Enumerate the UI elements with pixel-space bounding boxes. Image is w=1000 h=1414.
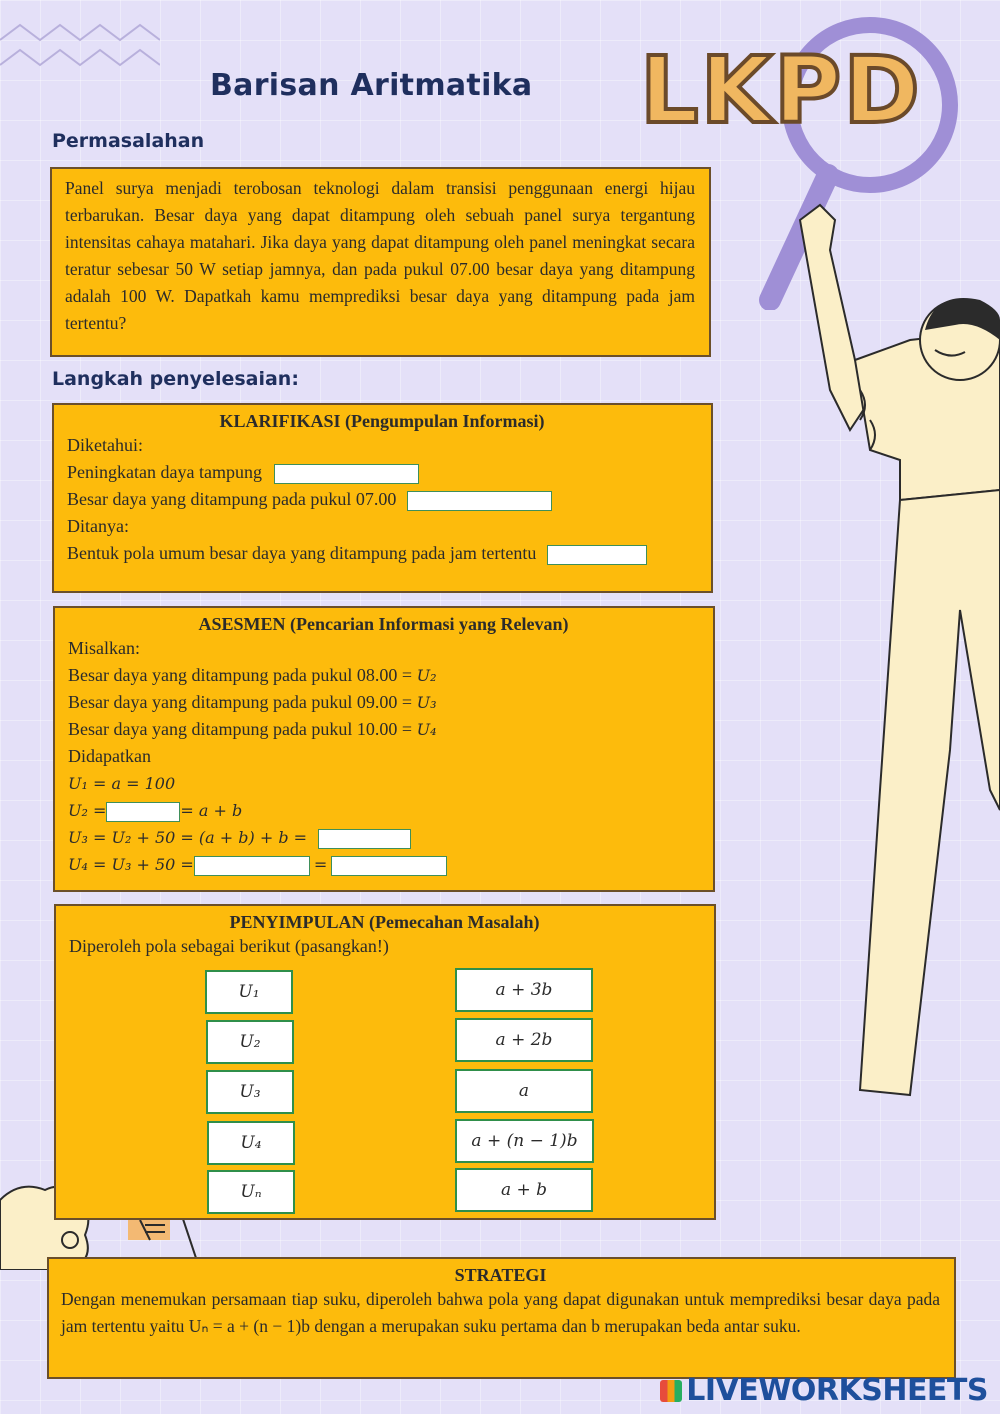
initial-power-input[interactable] bbox=[407, 491, 552, 511]
asked-item bbox=[67, 540, 697, 567]
strategi-title: STRATEGI bbox=[454, 1265, 547, 1285]
equation-4 bbox=[68, 851, 699, 878]
strategi-text: Dengan menemukan persamaan tiap suku, diperoleh bahwa pola yang dapat digunakan untuk memprediksi besar daya pada jam tertentu yaitu Uₙ = a + (n − 1)b dengan a merupakan suku pertama dan b merupakan beda antar suku. bbox=[61, 1289, 940, 1336]
u4-input-2[interactable] bbox=[331, 856, 447, 876]
lkpd-logo: LKPD bbox=[640, 37, 922, 144]
u4-input-1[interactable] bbox=[194, 856, 310, 876]
match-right-a-plus-2b[interactable]: a + 2b bbox=[455, 1018, 593, 1062]
match-left-u1[interactable]: U₁ bbox=[205, 970, 293, 1014]
klarifikasi-box bbox=[52, 403, 713, 593]
match-left-u3[interactable]: U₃ bbox=[206, 1070, 294, 1114]
penyimpulan-box bbox=[54, 904, 716, 1220]
let-line-3 bbox=[68, 716, 699, 743]
match-right-a[interactable]: a bbox=[455, 1069, 593, 1113]
equation-2-right: = a + b bbox=[180, 801, 243, 820]
let-line-2 bbox=[68, 689, 699, 716]
penyimpulan-title: PENYIMPULAN (Pemecahan Masalah) bbox=[229, 912, 540, 932]
strategi-box bbox=[47, 1257, 956, 1379]
let-line-1-text: Besar daya yang ditampung pada pukul 08.00 = bbox=[68, 665, 417, 685]
known-item-1 bbox=[67, 459, 697, 486]
equation-1: U₁ = a = 100 bbox=[68, 774, 176, 793]
known-label: Diketahui: bbox=[67, 435, 143, 455]
equation-4-equals: = bbox=[313, 855, 328, 874]
known-item-2-label: Besar daya yang ditampung pada pukul 07.00 bbox=[67, 489, 397, 509]
increase-input[interactable] bbox=[274, 464, 419, 484]
liveworksheets-mark-icon bbox=[660, 1380, 682, 1402]
problem-heading: Permasalahan bbox=[52, 130, 205, 152]
let-line-1 bbox=[68, 662, 699, 689]
match-right-a-plus-3b[interactable]: a + 3b bbox=[455, 968, 593, 1012]
asked-label: Ditanya: bbox=[67, 516, 129, 536]
asesmen-title: ASESMEN (Pencarian Informasi yang Relevan) bbox=[198, 614, 569, 634]
penyimpulan-instruction: Diperoleh pola sebagai berikut (pasangkan!) bbox=[69, 936, 389, 956]
let-line-3-text: Besar daya yang ditampung pada pukul 10.00 = bbox=[68, 719, 417, 739]
person-illustration-icon bbox=[760, 190, 1000, 1110]
equation-2-left: U₂ = bbox=[68, 801, 107, 820]
let-label: Misalkan: bbox=[68, 638, 140, 658]
known-item-2 bbox=[67, 486, 697, 513]
match-right-a-plus-n-minus-1-b[interactable]: a + (n − 1)b bbox=[455, 1119, 594, 1163]
let-line-3-math: U₄ bbox=[416, 720, 437, 739]
asked-item-label: Bentuk pola umum besar daya yang ditampung pada jam tertentu bbox=[67, 543, 537, 563]
match-left-un[interactable]: Uₙ bbox=[207, 1170, 295, 1214]
equation-2 bbox=[68, 797, 699, 824]
match-left-u2[interactable]: U₂ bbox=[206, 1020, 294, 1064]
klarifikasi-title: KLARIFIKASI (Pengumpulan Informasi) bbox=[219, 411, 545, 431]
pattern-input[interactable] bbox=[547, 545, 647, 565]
problem-box bbox=[50, 167, 711, 357]
u2-input[interactable] bbox=[106, 802, 180, 822]
liveworksheets-text: LIVEWORKSHEETS bbox=[686, 1373, 988, 1408]
equation-3-left: U₃ = U₂ + 50 = (a + b) + b = bbox=[68, 828, 308, 847]
let-line-2-math: U₃ bbox=[416, 693, 437, 712]
page-title: Barisan Aritmatika bbox=[210, 68, 533, 103]
zigzag-decoration-icon bbox=[0, 20, 160, 80]
let-line-2-text: Besar daya yang ditampung pada pukul 09.00 = bbox=[68, 692, 417, 712]
match-right-a-plus-b[interactable]: a + b bbox=[455, 1168, 593, 1212]
u3-input[interactable] bbox=[318, 829, 411, 849]
match-left-u4[interactable]: U₄ bbox=[207, 1121, 295, 1165]
equation-4-left: U₄ = U₃ + 50 = bbox=[68, 855, 194, 874]
equation-3 bbox=[68, 824, 699, 851]
let-line-1-math: U₂ bbox=[416, 666, 437, 685]
obtained-label: Didapatkan bbox=[68, 746, 151, 766]
asesmen-box bbox=[53, 606, 715, 892]
liveworksheets-logo bbox=[660, 1373, 988, 1408]
known-item-1-label: Peningkatan daya tampung bbox=[67, 462, 262, 482]
steps-heading: Langkah penyelesaian: bbox=[52, 368, 299, 390]
problem-text: Panel surya menjadi terobosan teknologi dalam transisi penggunaan energi hijau terbarukan. Besar daya yang dapat ditampung oleh sebuah panel surya tergantung intensitas cahaya matahari. Jika daya yang dapat ditampung oleh panel meningkat secara teratur sebesar 50 W setiap jamnya, dan pada pukul 07.00 besar daya yang ditampung adalah 100 W. Dapatkah kamu memprediksi besar daya yang ditampung pada jam tertentu? bbox=[65, 178, 695, 333]
